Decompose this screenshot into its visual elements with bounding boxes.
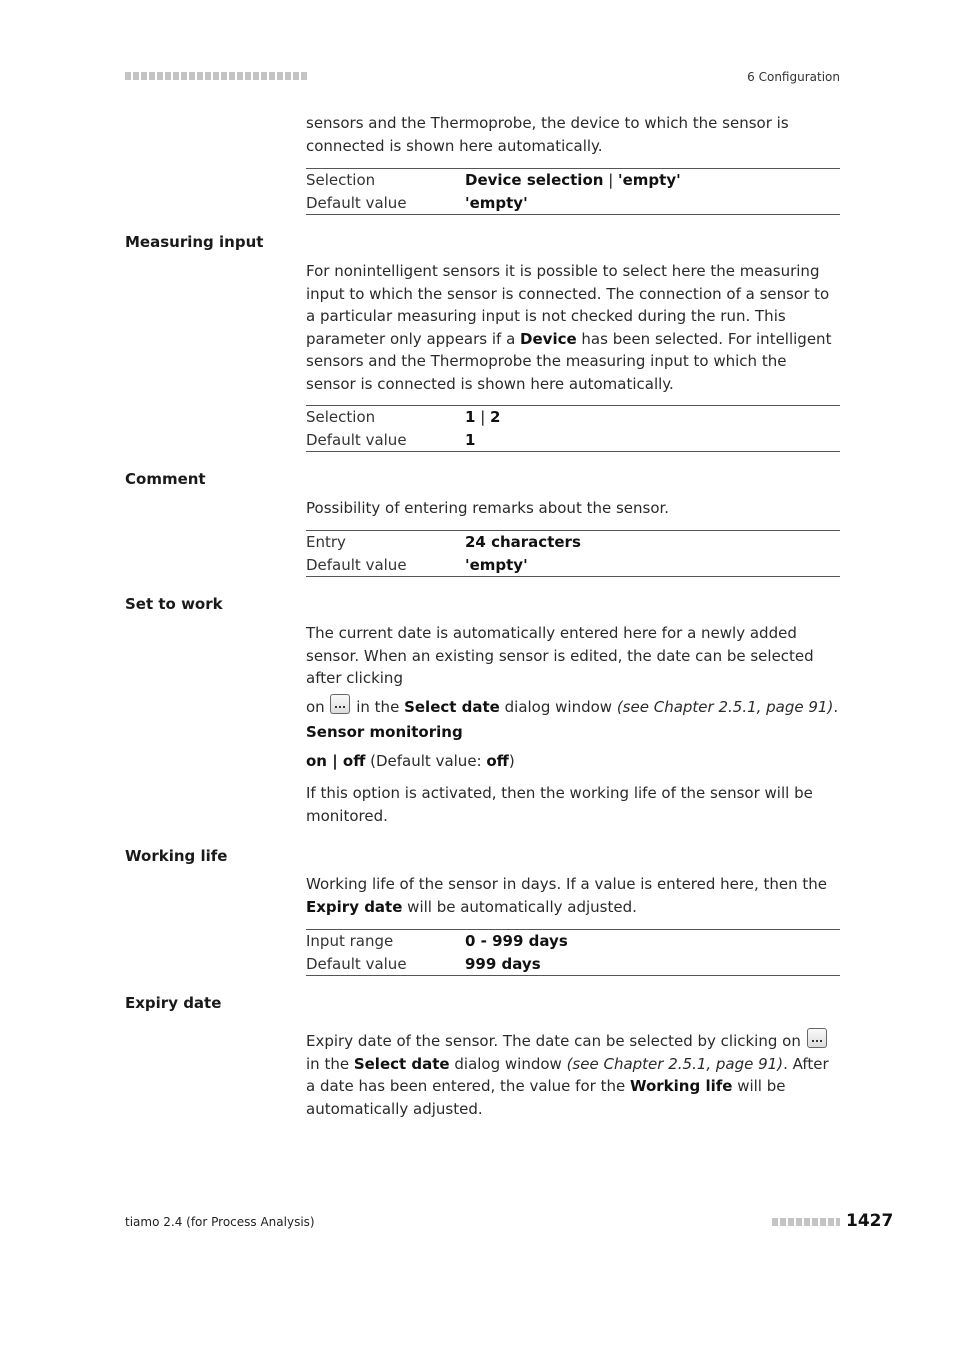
section-label-set-to-work: Set to work — [125, 595, 223, 613]
page-number: 1427 — [846, 1211, 894, 1231]
section-label-measuring-input: Measuring input — [125, 233, 264, 251]
device-parameter-table — [306, 168, 840, 215]
table-row — [306, 192, 840, 215]
param-key: Input range — [306, 932, 394, 951]
measuring-input-paragraph: For nonintelligent sensors it is possible to select here the measuring input to which the sensor is connected. The connection of a sensor to a particular measuring input is not checked during the run. This parameter only appears if a Device has been selected. For intelligent sensors and the Thermoprobe the measuring input to which the sensor is connected is shown here automatically. — [306, 262, 832, 393]
table-row — [306, 429, 840, 452]
measuring-input-table — [306, 405, 840, 452]
param-value: 0 - 999 days — [465, 932, 568, 951]
sensor-monitoring-options: on | off (Default value: off) — [306, 752, 515, 770]
set-to-work-paragraph: The current date is automatically entered here for a newly added sensor. When an existing sensor is edited, the date can be selected after clicking on in the Select date dialog window (see Chapter 2.5.1, page 91). — [306, 624, 839, 716]
comment-paragraph: Possibility of entering remarks about the sensor. — [306, 499, 670, 517]
sensor-monitoring-heading: Sensor monitoring — [306, 723, 463, 741]
table-row — [306, 953, 840, 976]
table-row — [306, 930, 840, 953]
param-value: Device selection | 'empty' — [465, 171, 681, 190]
param-value: 24 characters — [465, 533, 581, 552]
sensor-monitoring-paragraph: If this option is activated, then the working life of the sensor will be monitored. — [306, 784, 813, 825]
intro-paragraph — [306, 112, 840, 157]
intro-text: sensors and the Thermoprobe, the device to which the sensor is connected is shown here automatically. — [306, 114, 789, 155]
working-life-paragraph: Working life of the sensor in days. If a value is entered here, then the Expiry date will be automatically adjusted. — [306, 875, 828, 916]
section-label-comment: Comment — [125, 470, 206, 488]
param-value: 'empty' — [465, 193, 528, 212]
footer-decoration — [772, 1218, 840, 1226]
table-row — [306, 531, 840, 554]
comment-table — [306, 530, 840, 577]
param-value: 1 | 2 — [465, 408, 501, 427]
param-value: 999 days — [465, 954, 541, 973]
param-key: Default value — [306, 430, 407, 449]
table-row — [306, 169, 840, 192]
footer-product: tiamo 2.4 (for Process Analysis) — [125, 1215, 315, 1229]
section-label-expiry-date: Expiry date — [125, 994, 222, 1012]
param-key: Default value — [306, 954, 407, 973]
param-key: Selection — [306, 408, 376, 427]
ellipsis-button-icon[interactable] — [330, 694, 350, 714]
param-key: Entry — [306, 533, 346, 552]
table-row — [306, 406, 840, 429]
expiry-date-paragraph: Expiry date of the sensor. The date can be selected by clicking on in the Select date dialog window (see Chapter 2.5.1, page 91). After a date has been entered, the value for the Working life will be automatically adjusted. — [306, 1028, 840, 1120]
header-decoration — [125, 72, 307, 80]
chapter-title: 6 Configuration — [747, 70, 840, 84]
table-row — [306, 554, 840, 577]
ellipsis-button-icon[interactable] — [807, 1028, 827, 1048]
param-value: 1 — [465, 430, 476, 449]
section-label-working-life: Working life — [125, 847, 228, 865]
param-key: Default value — [306, 193, 407, 212]
working-life-table — [306, 929, 840, 976]
param-key: Default value — [306, 555, 407, 574]
param-value: 'empty' — [465, 555, 528, 574]
param-key: Selection — [306, 171, 376, 190]
